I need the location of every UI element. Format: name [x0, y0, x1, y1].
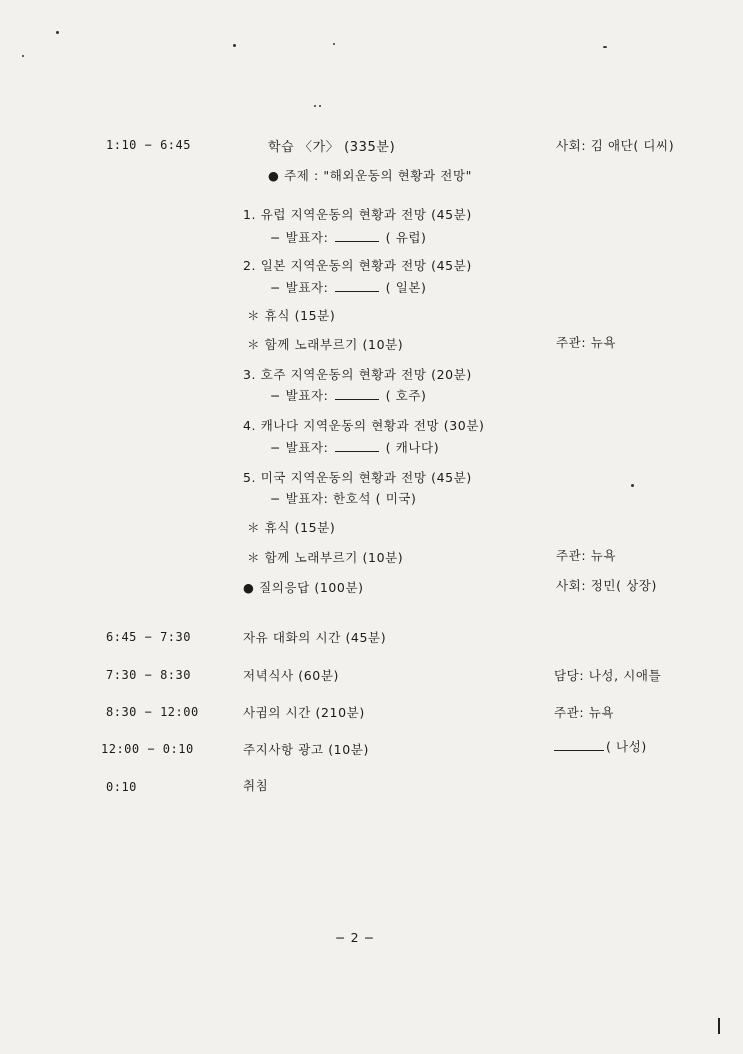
agenda-presenter: − 발표자: ( 유럽) — [270, 230, 427, 245]
scan-speck — [603, 46, 607, 48]
agenda-item: ＊ 함께 노래부르기 (10분) — [247, 337, 404, 352]
agenda-break: ＊ 휴식 (15분) — [247, 520, 336, 535]
presenter-blank — [335, 389, 379, 400]
page-number: − 2 − — [335, 930, 375, 945]
scan-speck — [233, 44, 236, 47]
agenda-break: ＊ 휴식 (15분) — [247, 308, 336, 323]
session-role: 사회: 김 애단( 디씨) — [556, 138, 675, 153]
row-time: 8:30 − 12:00 — [106, 705, 199, 719]
agenda-role: 주관: 뉴욕 — [556, 548, 617, 563]
scan-speck — [56, 31, 59, 34]
role-blank — [554, 740, 604, 751]
presenter-blank — [335, 281, 379, 292]
row-title: 자유 대화의 시간 (45분) — [243, 630, 387, 645]
session-time: 1:10 − 6:45 — [106, 138, 191, 152]
row-time: 0:10 — [106, 780, 137, 794]
session-theme: ● 주제 : "해외운동의 현황과 전망" — [268, 168, 472, 183]
presenter-blank — [335, 441, 379, 452]
scan-margin-mark — [718, 1018, 720, 1034]
row-title: 사귐의 시간 (210분) — [243, 705, 365, 720]
row-time: 12:00 − 0:10 — [101, 742, 194, 756]
agenda-presenter: − 발표자: 한호석 ( 미국) — [270, 491, 417, 506]
row-time: 6:45 − 7:30 — [106, 630, 191, 644]
presenter-blank — [335, 231, 379, 242]
scan-speck — [333, 43, 335, 45]
agenda-role: 주관: 뉴욕 — [556, 335, 617, 350]
scan-speck — [319, 105, 321, 107]
row-title: 저녁식사 (60분) — [243, 668, 340, 683]
scan-speck — [631, 484, 634, 487]
agenda-presenter: − 발표자: ( 호주) — [270, 388, 427, 403]
agenda-presenter: − 발표자: ( 캐나다) — [270, 440, 440, 455]
row-role: 담당: 나성, 시애틀 — [554, 668, 662, 683]
row-time: 7:30 − 8:30 — [106, 668, 191, 682]
row-role: 주관: 뉴욕 — [554, 705, 615, 720]
row-title: 취침 — [243, 778, 269, 793]
row-role: ( 나성) — [554, 737, 647, 755]
scan-speck — [314, 105, 316, 107]
agenda-item: 1. 유럽 지역운동의 현황과 전망 (45분) — [243, 207, 472, 222]
agenda-presenter: − 발표자: ( 일본) — [270, 280, 427, 295]
agenda-item: ● 질의응답 (100분) — [243, 580, 364, 595]
agenda-item: ＊ 함께 노래부르기 (10분) — [247, 550, 404, 565]
agenda-item: 3. 호주 지역운동의 현황과 전망 (20분) — [243, 367, 472, 382]
session-title: 학습 〈가〉 (335분) — [268, 140, 396, 155]
agenda-item: 4. 캐나다 지역운동의 현황과 전망 (30분) — [243, 418, 485, 433]
row-title: 주지사항 광고 (10분) — [243, 742, 369, 757]
agenda-item: 5. 미국 지역운동의 현황과 전망 (45분) — [243, 470, 472, 485]
agenda-role: 사회: 정민( 상장) — [556, 578, 657, 593]
scan-speck — [22, 55, 24, 57]
agenda-item: 2. 일본 지역운동의 현황과 전망 (45분) — [243, 258, 472, 273]
